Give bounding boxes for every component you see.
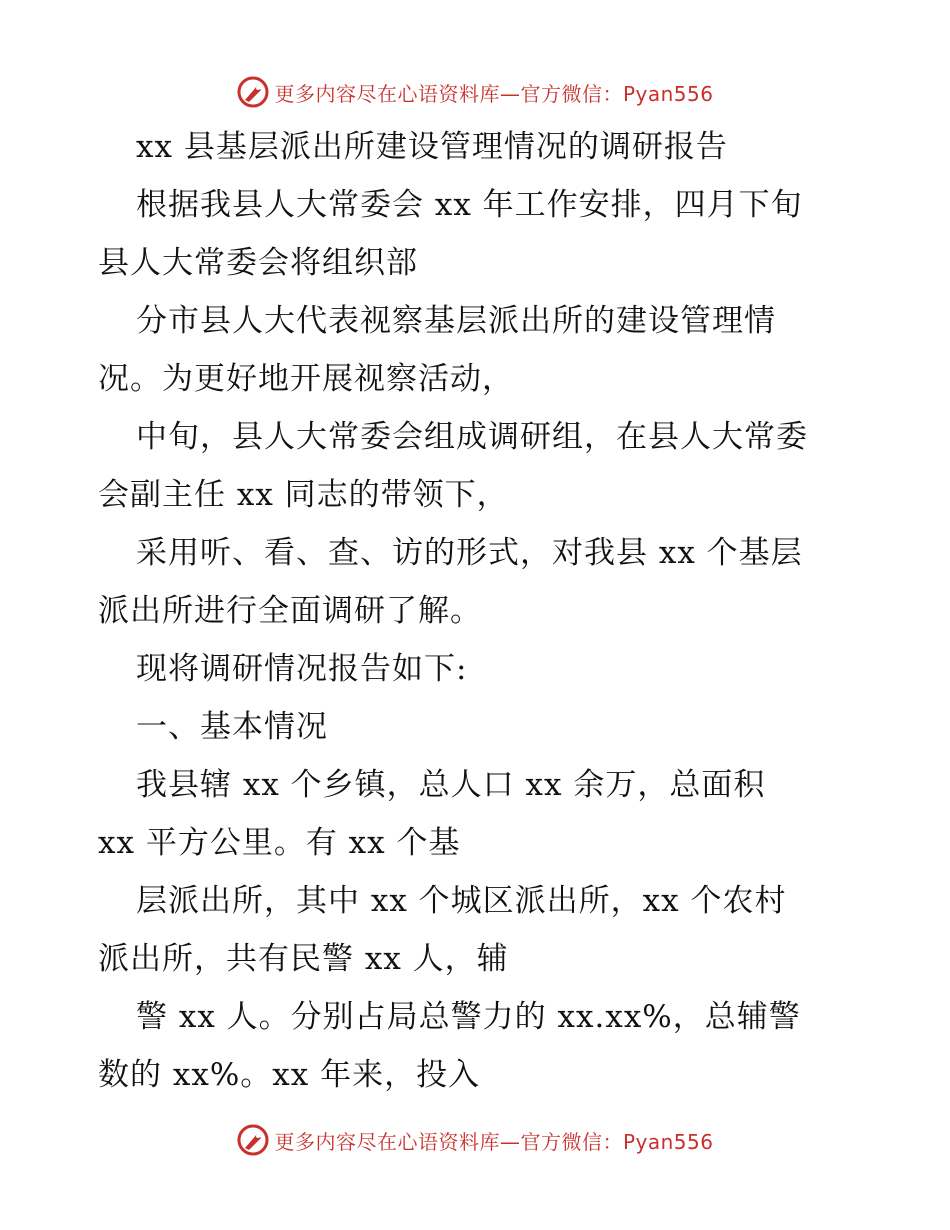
paragraph-line: 况。为更好地开展视察活动， xyxy=(98,361,514,397)
pen-nib-logo-icon xyxy=(236,75,270,109)
paragraph-line: 采用听、看、查、访的形式，对我县 xx 个基层 xyxy=(136,535,803,571)
watermark-text: 更多内容尽在心语资料库—官方微信：Pyan556 xyxy=(274,81,714,106)
paragraph-line: 层派出所，其中 xx 个城区派出所，xx 个农村 xyxy=(136,883,787,919)
paragraph-line: 现将调研情况报告如下: xyxy=(136,651,468,687)
paragraph-line: 县人大常委会将组织部 xyxy=(98,245,418,281)
watermark-banner-bottom xyxy=(0,1118,950,1162)
document-title: xx 县基层派出所建设管理情况的调研报告 xyxy=(136,129,728,165)
paragraph-line: 数的 xx%。xx 年来，投入 xyxy=(98,1057,481,1093)
paragraph-line: xx 平方公里。有 xx 个基 xyxy=(98,825,461,861)
watermark-banner-top xyxy=(0,70,950,114)
pen-nib-logo-icon xyxy=(236,1123,270,1157)
paragraph-line: 中旬，县人大常委会组成调研组，在县人大常委 xyxy=(136,419,808,455)
section-heading: 一、基本情况 xyxy=(136,709,328,745)
paragraph-line: 派出所，共有民警 xx 人，辅 xyxy=(98,941,509,977)
paragraph-line: 我县辖 xx 个乡镇，总人口 xx 余万，总面积 xyxy=(136,767,766,803)
paragraph-line: 会副主任 xx 同志的带领下， xyxy=(98,477,509,513)
document-body xyxy=(98,118,868,1104)
paragraph-line: 警 xx 人。分别占局总警力的 xx.xx%，总辅警 xyxy=(136,999,801,1035)
paragraph-line: 分市县人大代表视察基层派出所的建设管理情 xyxy=(136,303,776,339)
watermark-text: 更多内容尽在心语资料库—官方微信：Pyan556 xyxy=(274,1129,714,1154)
paragraph-line: 根据我县人大常委会 xx 年工作安排，四月下旬 xyxy=(136,187,803,223)
paragraph-line: 派出所进行全面调研了解。 xyxy=(98,593,482,629)
